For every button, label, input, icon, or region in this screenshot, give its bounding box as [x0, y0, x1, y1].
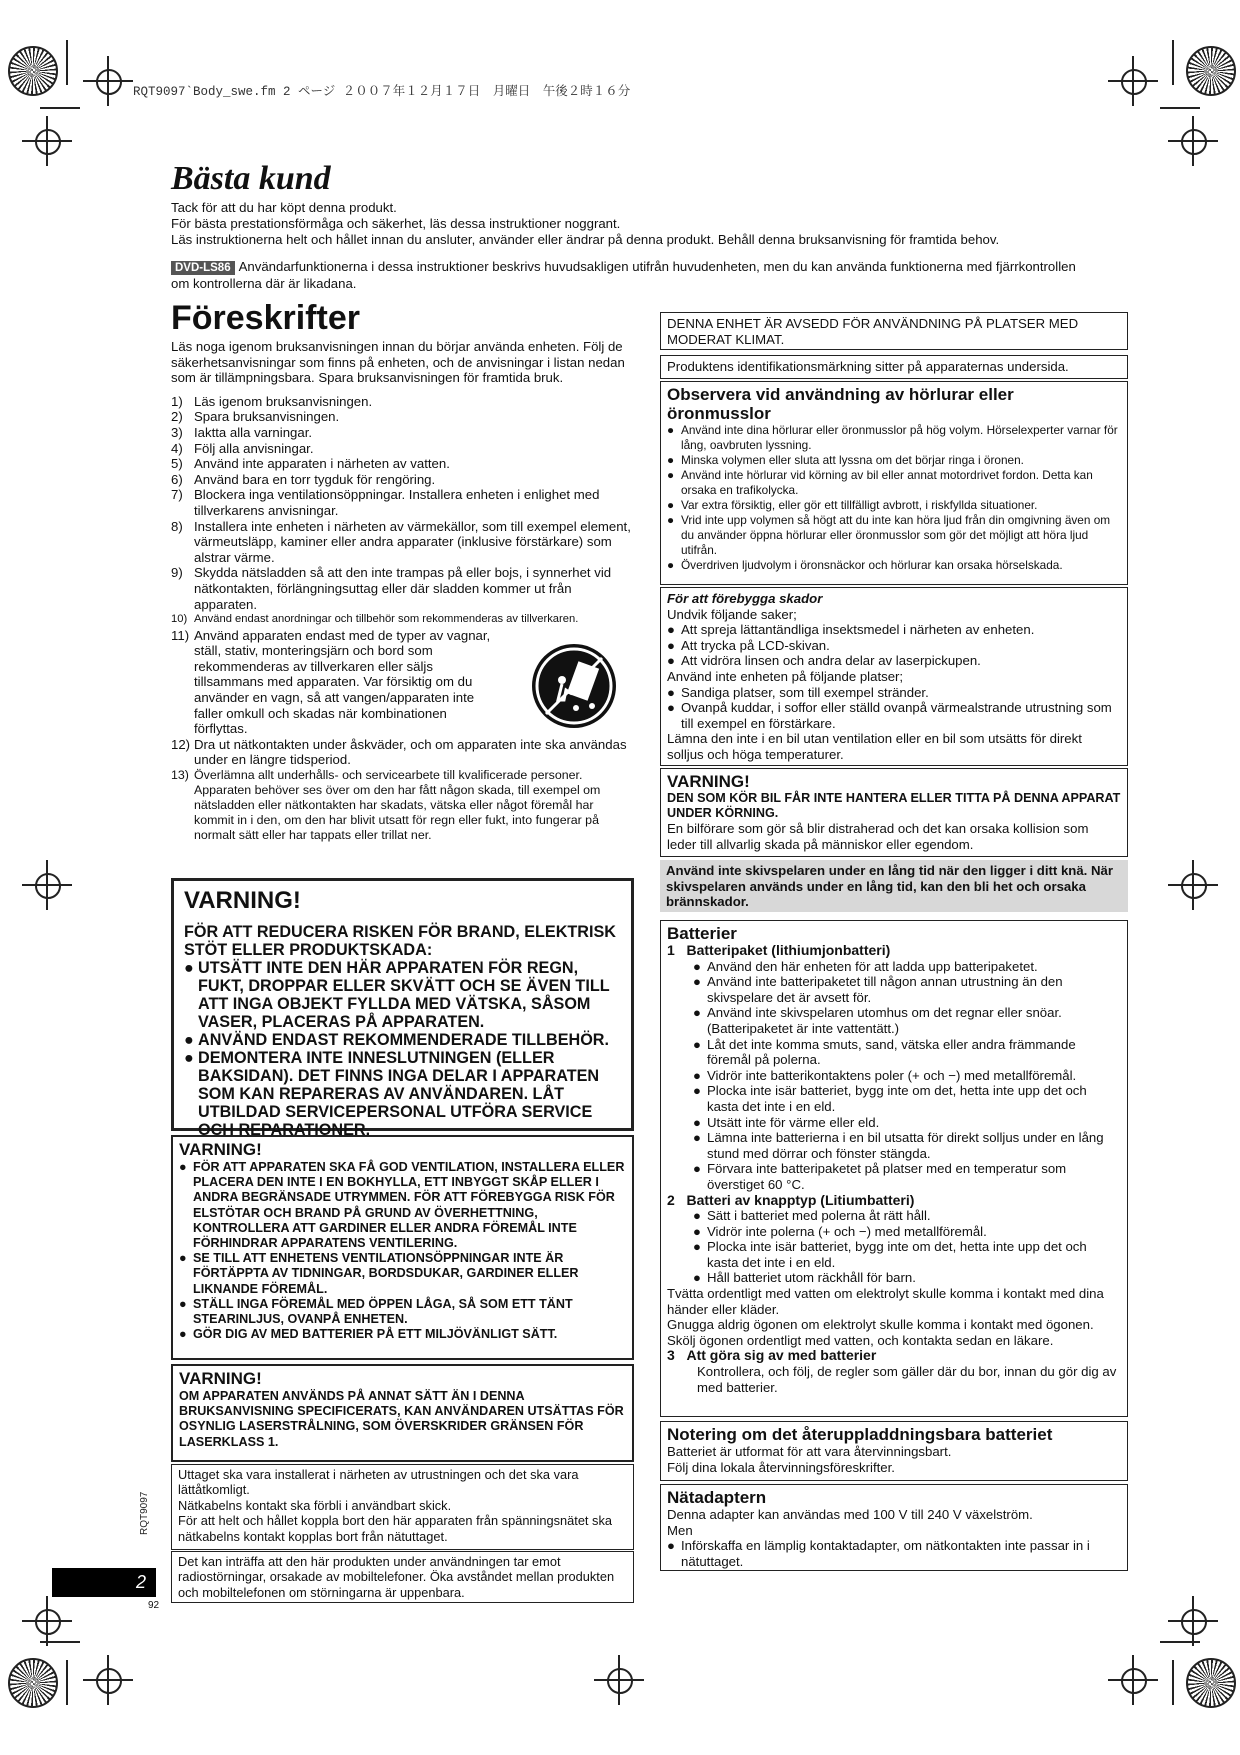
batteries-list-1 — [667, 959, 1121, 1193]
list-item: ● Förvara inte batteripaketet på platser med en temperatur som överstiget 60 °C. — [693, 1161, 1067, 1192]
recharge-body: Batteriet är utformat för att vara återvinningsbart. Följ dina lokala återvinningsföreskrifter. — [667, 1444, 952, 1475]
registration-mark — [1176, 868, 1210, 902]
warning-body — [184, 923, 621, 1139]
color-calibration-mark — [1186, 46, 1236, 96]
adapter-box — [660, 1484, 1128, 1571]
list-item: ● Vrid inte upp volymen så högt att du inte kan höra ljud från din omgivning även om du använder öppna hörlurar eller öronmusslor som gör det möjligt att höra ljud utifrån. — [667, 513, 1111, 557]
warning-box-ventilation — [171, 1135, 634, 1360]
intro-text — [171, 200, 1091, 248]
batteries-subheading: 3 Att göra sig av med batterier — [667, 1347, 877, 1364]
list-item: ● Att vidröra linsen och andra delar av laserpickupen. — [667, 653, 981, 669]
identification-note: Produktens identifikationsmärkning sitter på apparaternas undersida. — [660, 355, 1128, 379]
prevent-car: Lämna den inte i en bil utan ventilation eller en bil som utsätts för direkt solljus och höga temperaturer. — [667, 731, 1082, 762]
warning-heading: VARNING! — [667, 772, 750, 791]
radio-interference-note: Det kan inträffa att den här produkten under användningen tar emot radiostörningar, orsakade av mobiltelefoner. Öka avståndet mellan produkten och mobiltelefonen om störningarna är uppenbara. — [171, 1551, 634, 1603]
crop-line — [1172, 1660, 1174, 1705]
list-item: ● Använd inte dina hörlurar eller öronmusslor på hög volym. Hörselexperter varnar för lång, oavbruten lyssning. — [667, 423, 1118, 452]
warning-body — [179, 1160, 626, 1342]
disposal-text: Kontrollera, och följ, de regler som gäller där du bor, innan du gör dig av med batterier. — [697, 1364, 1117, 1395]
registration-mark — [30, 1604, 64, 1638]
injury-prevention-box — [660, 587, 1128, 766]
color-calibration-mark — [8, 1658, 58, 1708]
list-item: ● Sandiga platser, som till exempel stränder. — [667, 684, 929, 700]
list-item: ● Vidrör inte batterikontaktens poler (+ och −) med metallföremål. — [693, 1067, 1077, 1083]
crop-line — [40, 1641, 80, 1643]
registration-mark — [1116, 1663, 1150, 1697]
list-item: ● Var extra försiktig, eller gör ett tillfälligt avbrott, i riskfyllda situationer. — [667, 498, 1038, 512]
print-header: RQT9097`Body_swe.fm 2 ページ ２００７年１２月１７日 月曜日 午後２時１６分 — [133, 85, 631, 99]
intro-line: För bästa prestationsförmåga och säkerhet, läs dessa instruktioner noggrant. — [171, 216, 621, 231]
list-item: 9) Skydda nätsladden så att den inte trampas på eller bojs, i synnerhet vid nätkontakten, förlängningsuttag eller där sladden kommer ut från apparaten. — [171, 565, 612, 612]
list-item: 1) Läs igenom bruksanvisningen. — [171, 393, 373, 409]
list-item: ● Använd inte hörlurar vid körning av bil eller annat motordrivet fordon. Detta kan orsaka en trafikolycka. — [667, 468, 1093, 497]
list-item: ● Låt det inte komma smuts, sand, vätska eller andra främmande föremål på polerna. — [693, 1036, 1076, 1068]
color-calibration-mark — [8, 46, 58, 96]
prevent-places: Använd inte enheten på följande platser; — [667, 668, 904, 684]
list-item: 6) Använd bara en torr tygduk för rengöring. — [171, 471, 436, 487]
page-title: Bästa kund — [171, 160, 331, 197]
section-title: Föreskrifter — [171, 299, 360, 337]
crop-line — [66, 1660, 68, 1705]
model-note — [171, 259, 1091, 292]
list-item: ● Införskaffa en lämplig kontaktadapter, om nätkontakten inte passar in i nätuttaget. — [667, 1538, 1090, 1569]
warning-heading: VARNING! — [179, 1140, 262, 1159]
recharge-heading: Notering om det återuppladdningsbara batteriet — [667, 1425, 1053, 1444]
list-item: ● Lämna inte batterierna i en bil utsatta för direkt solljus under en lång stund med dörrar och fönster stängda. — [693, 1130, 1104, 1161]
crop-line — [1160, 107, 1200, 109]
crop-line — [40, 107, 80, 109]
list-item: 12) Dra ut nätkontakten under åskväder, och om apparaten inte ska användas under en längre tidsperiod. — [171, 736, 627, 768]
headphones-heading: Observera vid användning av hörlurar eller öronmusslor — [667, 385, 1014, 423]
recharge-box — [660, 1421, 1128, 1481]
list-item: ● Håll batteriet utom räckhåll för barn. — [693, 1270, 916, 1286]
batteries-list-2 — [667, 1208, 1121, 1286]
intro-line: Läs instruktionerna helt och hållet innan du ansluter, använder eller ändrar på denna produkt. Behåll denna bruksanvisning för framtida behov. — [171, 232, 1000, 247]
list-item: ● FÖR ATT APPARATEN SKA FÅ GOD VENTILATION, INSTALLERA ELLER PLACERA DEN INTE I EN BOKHYLLA, ETT INBYGGT SKÅP ELLER I ANDRA BEGRÄNSADE UTRYMMEN. FÖR ATT FÖREBYGGA RISK FÖR ELSTÖTAR OCH BRAND PÅ GRUND AV ÖVERHETTNING, KONTROLLERA ATT GARDINER ELLER ANDRA FÖREMÅL INTE FÖRHINDRAR APPARATENS VENTILERING. — [179, 1160, 625, 1251]
list-item: ● Använd inte skivspelaren utomhus om det regnar eller snöar. (Batteripaketet är inte vattentätt.) — [693, 1005, 1062, 1036]
page-badge: 2 — [52, 1568, 156, 1597]
batteries-heading: Batterier — [667, 924, 737, 943]
list-item: ● Plocka inte isär batteriet, bygg inte om det, hetta inte upp det och kasta det inte i en eld. — [693, 1083, 1087, 1114]
electrolyte-note: Tvätta ordentligt med vatten om elektrolyt skulle komma i kontakt med dina händer eller kläder. Gnugga aldrig ögonen om elektrolyt skulle komma i kontakt med ögonen. Skölj ögonen ordentligt med vatten, och kontakta sedan en läkare. — [667, 1286, 1104, 1348]
registration-mark — [91, 1663, 125, 1697]
headphones-list — [667, 423, 1121, 573]
warning-body: OM APPARATEN ANVÄNDS PÅ ANNAT SÄTT ÄN I DENNA BRUKSANVISNING SPECIFICERATS, KAN ANVÄNDAREN UTSÄTTAS FÖR OSYNLIG LASERSTRÅLNING, SOM ÖVERSKRIDER GRÄNSEN FÖR LASERKLASS 1. — [179, 1389, 624, 1449]
list-item: 11) Använd apparaten endast med de typer av vagnar, ställ, stativ, monteringsjärn och bord som rekommenderas av tillverkaren eller säljs tillsammans med apparaten. Var försiktig om du använder en vagn, så att vangen/apparaten inte faller omkull och skadas när kombinationen förflyttas. — [171, 627, 491, 737]
page-number: 92 — [148, 1600, 160, 1611]
driving-body: En bilförare som gör så blir distraherad och det kan orsaka kollision som leder till allvarlig skada på människor eller egendom. — [667, 821, 1089, 852]
list-item: ● Överdriven ljudvolym i öronsnäckor och hörlurar kan orsaka hörselskada. — [667, 558, 1063, 572]
list-item: ● Plocka inte isär batteriet, bygg inte om det, hetta inte upp det och kasta det inte i en eld. — [693, 1239, 1087, 1270]
list-item: ● Vidrör inte polerna (+ och −) med metallföremål. — [693, 1223, 987, 1239]
list-item: ● Sätt i batteriet med polerna åt rätt håll. — [693, 1208, 931, 1224]
crop-line — [1172, 40, 1174, 85]
list-item: 13) Överlämna allt underhålls- och servicearbete till kvalificerade personer. Apparaten behöver ses över om den har fått någon skada, till exempel om nätsladden eller nätkontakten har skadats, vätska eller något föremål har kommit in i den, om den har blivit utsatt för regn eller fukt, into fungerar på normalt sätt eller har tappats eller trillat ner. — [171, 768, 601, 843]
list-item: ● Ovanpå kuddar, i soffor eller ställd ovanpå värmealstrande utrustning som till exempel en förstärkare. — [667, 700, 1112, 731]
warning-heading: VARNING! — [179, 1369, 262, 1388]
warning-box-main — [171, 878, 634, 1139]
list-item: ● DEMONTERA INTE INNESLUTNINGEN (ELLER BAKSIDAN). DET FINNS INGA DELAR I APPARATEN SOM KAN REPARERAS AV ANVÄNDAREN. LÅT UTBILDAD SERVICEPERSONAL UTFÖRA SERVICE OCH REPARATIONER. — [184, 1049, 600, 1139]
list-item: ● Utsätt inte för värme eller eld. — [693, 1114, 880, 1130]
headphones-box — [660, 381, 1128, 585]
list-item: ● Att trycka på LCD-skivan. — [667, 637, 830, 653]
registration-mark — [1176, 1604, 1210, 1638]
color-calibration-mark — [1186, 1658, 1236, 1708]
list-item: ● UTSÄTT INTE DEN HÄR APPARATEN FÖR REGN, FUKT, DROPPAR ELLER SKVÄTT OCH SE ÄVEN TILL ATT INGA OBJEKT FYLLDA MED VÄTSKA, SÅSOM VASER, PLACERAS PÅ APPARATEN. — [184, 959, 610, 1031]
cart-tipover-warning-icon — [532, 644, 616, 728]
list-item: ● SE TILL ATT ENHETENS VENTILATIONSÖPPNINGAR INTE ÄR FÖRTÄPPTA AV TIDNINGAR, BORDSDUKAR, GARDINER ELLER LIKNANDE FÖREMÅL. — [179, 1251, 579, 1296]
model-badge: DVD-LS86 — [171, 261, 235, 275]
precautions-column — [171, 339, 634, 843]
registration-mark — [30, 124, 64, 158]
list-item: 4) Följ alla anvisningar. — [171, 440, 314, 456]
rules-list — [171, 394, 634, 843]
driving-lead: DEN SOM KÖR BIL FÅR INTE HANTERA ELLER TITTA PÅ DENNA APPARAT UNDER KÖRNING. — [667, 791, 1121, 820]
adapter-heading: Nätadaptern — [667, 1488, 767, 1507]
warning-box-laser — [171, 1364, 634, 1462]
registration-mark — [30, 868, 64, 902]
section-intro: Läs noga igenom bruksanvisningen innan du börjar använda enheten. Följ de säkerhetsanvisningar som finns på enheten, och de anvisningar i listan nedan som är tillämpningsbara. Spara bruksanvisningen för framtida bruk. — [171, 339, 625, 386]
registration-mark — [1116, 64, 1150, 98]
registration-mark — [1176, 124, 1210, 158]
crop-line — [1160, 1641, 1200, 1643]
list-item: 8) Installera inte enheten i närheten av värmekällor, som till exempel element, värmeutsläpp, kaminer eller andra apparater (inklusive förstärkare) som alstrar värme. — [171, 518, 631, 565]
warning-lead: FÖR ATT REDUCERA RISKEN FÖR BRAND, ELEKTRISK STÖT ELLER PRODUKTSKADA: — [184, 923, 616, 959]
crop-line — [66, 40, 68, 85]
prevent-avoid: Undvik följande saker; — [667, 606, 797, 622]
list-item: ● Att spreja lättantändliga insektsmedel i närheten av enheten. — [667, 622, 1035, 638]
list-item: ● Minska volymen eller sluta att lyssna om det börjar ringa i öronen. — [667, 453, 1024, 467]
document-code: RQT9097 — [139, 1491, 150, 1535]
model-note-text: Användarfunktionerna i dessa instruktioner beskrivs huvudsakligen utifrån huvudenheten, men du kan använda funktionerna med fjärrkontrollen om kontrollerna där är likadana. — [171, 259, 1076, 291]
prevent-heading: För att förebygga skador — [667, 591, 823, 606]
list-item: 3) Iaktta alla varningar. — [171, 424, 313, 440]
list-item: 5) Använd inte apparaten i närheten av vatten. — [171, 456, 450, 472]
intro-line: Tack för att du har köpt denna produkt. — [171, 200, 397, 215]
list-item: 7) Blockera inga ventilationsöppningar. Installera enheten i enlighet med tillverkarens anvisningar. — [171, 487, 600, 518]
batteries-subheading: 1 Batteripaket (lithiumjonbatteri) — [667, 942, 891, 958]
list-item: 10) Använd endast anordningar och tillbehör som rekommenderas av tillverkaren. — [171, 613, 579, 626]
list-item: 2) Spara bruksanvisningen. — [171, 409, 340, 425]
registration-mark — [602, 1663, 636, 1697]
lap-use-note: Använd inte skivspelaren under en lång tid när den ligger i ditt knä. När skivspelaren används under en lång tid, kan den bli het och orsaka brännskador. — [660, 860, 1128, 912]
outlet-note: Uttaget ska vara installerat i närheten av utrustningen och det ska vara lättåtkomligt. Nätkabelns kontakt ska förbli i användbart skick. För att helt och hållet koppla bort den här apparaten från spänningsnätet ska nätkabelns kontakt kopplas bort från nätuttaget. — [171, 1464, 634, 1550]
warning-heading: VARNING! — [184, 887, 301, 914]
list-item: ● Använd inte batteripaketet till någon annan utrustning än den skivspelare det är avsett för. — [693, 974, 1063, 1005]
batteries-subheading: 2 Batteri av knapptyp (Litiumbatteri) — [667, 1191, 915, 1208]
list-item: ● STÄLL INGA FÖREMÅL MED ÖPPEN LÅGA, SÅ SOM ETT TÄNT STEARINLJUS, OVANPÅ ENHETEN. — [179, 1296, 573, 1327]
registration-mark — [91, 64, 125, 98]
adapter-body: Denna adapter kan användas med 100 V till 240 V växelström. Men — [667, 1507, 1033, 1538]
list-item: ● ANVÄND ENDAST REKOMMENDERADE TILLBEHÖR. — [184, 1031, 609, 1049]
driving-warning-box — [660, 768, 1128, 857]
batteries-box — [660, 920, 1128, 1417]
climate-note: DENNA ENHET ÄR AVSEDD FÖR ANVÄNDNING PÅ PLATSER MED MODERAT KLIMAT. — [660, 312, 1128, 350]
list-item: ● Använd den här enheten för att ladda upp batteripaketet. — [693, 958, 1038, 974]
list-item: ● GÖR DIG AV MED BATTERIER PÅ ETT MILJÖVÄNLIGT SÄTT. — [179, 1327, 558, 1342]
